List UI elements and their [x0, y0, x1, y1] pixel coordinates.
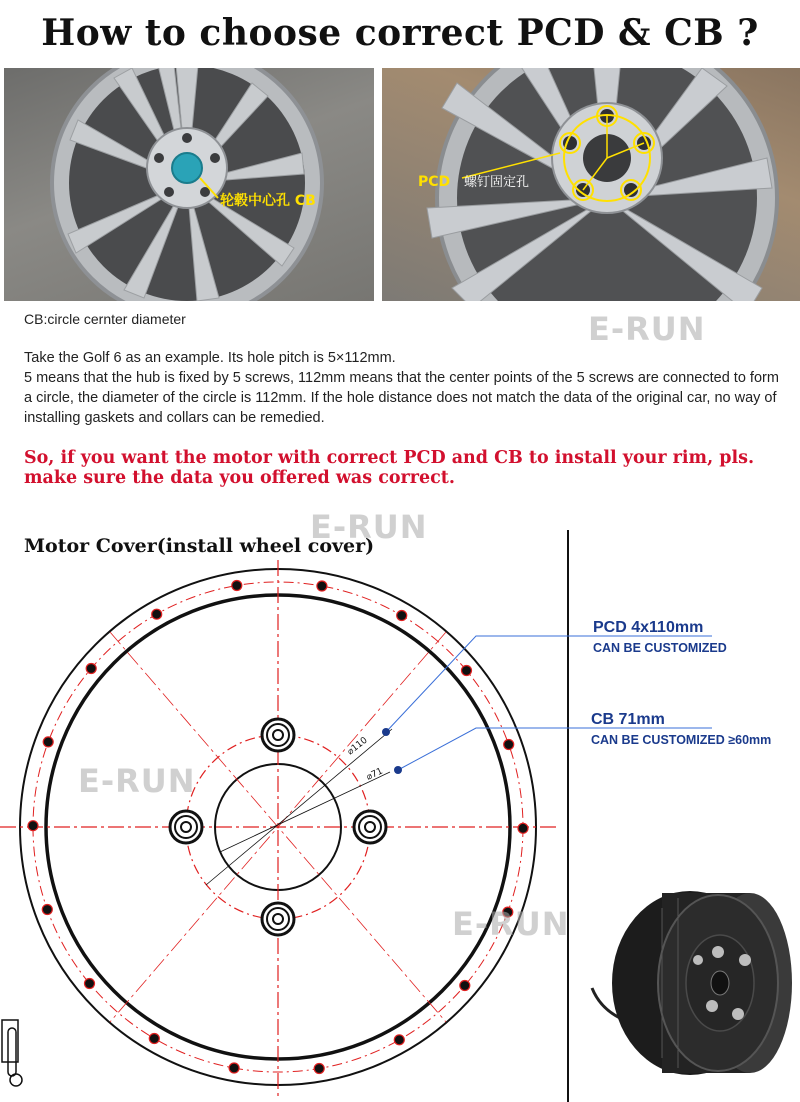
cover-screw-hole [86, 664, 96, 674]
cb-dimension: ⌀71 [365, 766, 385, 783]
cover-screw-hole [394, 1035, 404, 1045]
pcd-spec-note: CAN BE CUSTOMIZED [593, 641, 727, 655]
watermark: E-RUN [452, 905, 570, 943]
paragraph-line: 5 means that the hub is fixed by 5 screws, 112mm means that the center points of the 5 screws are connected to form a circle, the diameter of the circle is 112mm. If the hole distance does not match the data of the original car, no way of installing gaskets and collars can be remedied. [24, 370, 779, 426]
cover-screw-hole [460, 981, 470, 991]
cb-spec-label: CB 71mm [591, 711, 665, 728]
paragraph-line: Take the Golf 6 as an example. Its hole pitch is 5×112mm. [24, 350, 396, 366]
rim-photo-cb [4, 68, 374, 301]
cover-screw-hole [43, 737, 53, 747]
watermark: E-RUN [78, 762, 196, 800]
cover-screw-hole [28, 821, 38, 831]
cover-screw-hole [317, 581, 327, 591]
pcd-spec-label: PCD 4x110mm [593, 619, 704, 636]
watermark: E-RUN [588, 310, 706, 348]
cover-screw-hole [85, 979, 95, 989]
cb-spec-note: CAN BE CUSTOMIZED ≥60mm [591, 733, 772, 747]
cover-screw-hole [232, 581, 242, 591]
cover-screw-hole [504, 740, 514, 750]
motor-cover-title: Motor Cover(install wheel cover) [24, 535, 375, 557]
cover-screw-hole [397, 611, 407, 621]
hub-motor-photo [590, 868, 795, 1088]
watermark: E-RUN [310, 508, 428, 546]
pcd-photo-label-cn: 螺钉固定孔 [464, 175, 530, 190]
cover-screw-hole [149, 1034, 159, 1044]
cover-screw-hole [42, 905, 52, 915]
cover-screw-hole [229, 1063, 239, 1073]
cb-definition: CB:circle cernter diameter [24, 311, 186, 327]
cb-photo-label: 轮毂中心孔 CB [220, 193, 316, 209]
cover-screw-hole [462, 666, 472, 676]
page-title: How to choose correct PCD & CB ? [41, 12, 759, 54]
golf-example-paragraph [24, 348, 784, 428]
warning-text: So, if you want the motor with correct PCD and CB to install your rim, pls. make sure the data you offered was correct. [24, 448, 755, 488]
cover-screw-hole [314, 1064, 324, 1074]
cover-screw-hole [152, 609, 162, 619]
rim-photo-pcd [382, 68, 800, 301]
cover-screw-hole [518, 823, 528, 833]
pcd-dimension: ⌀110 [345, 735, 370, 758]
pcd-photo-label: PCD [418, 174, 451, 190]
